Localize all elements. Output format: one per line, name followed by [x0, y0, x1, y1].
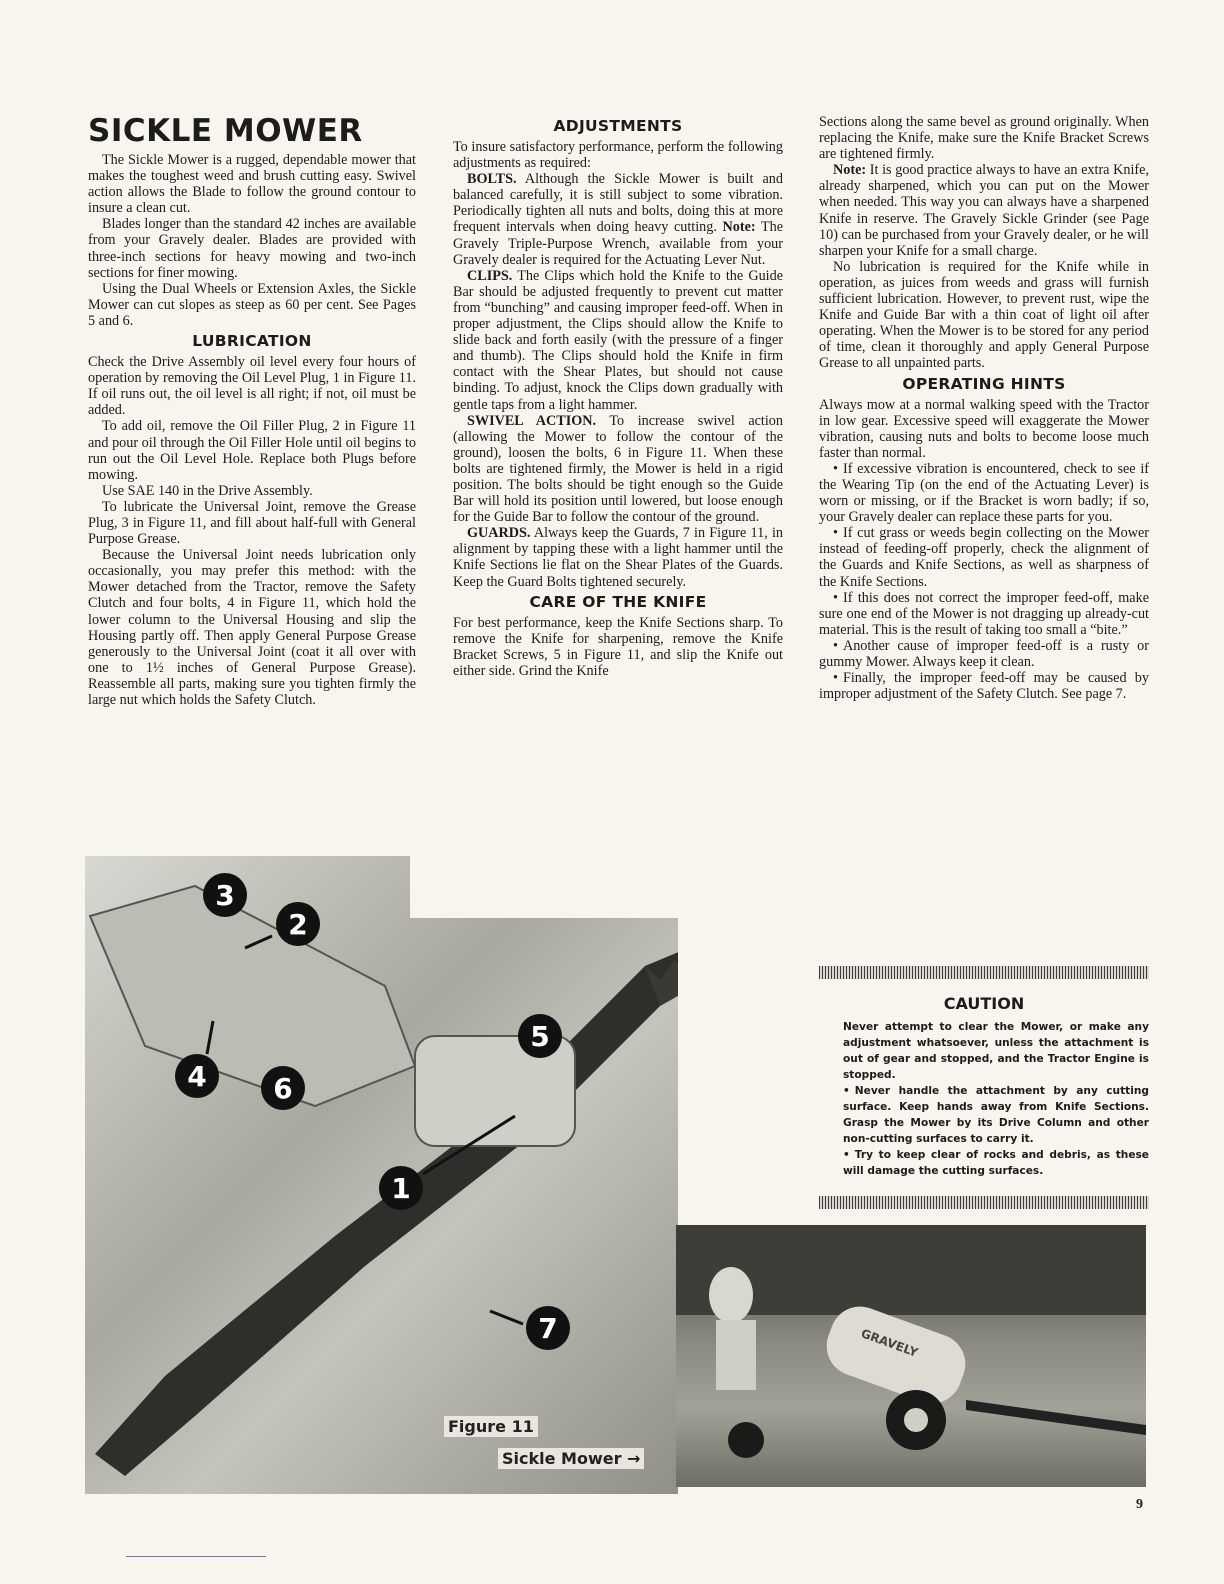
- clips-label: CLIPS.: [467, 267, 513, 284]
- lubrication-paragraph: To add oil, remove the Oil Filler Plug, 2 in Figure 11 and pour oil through the Oil Filler Hole until oil begins to run out the Oil Level Hole. Replace both Plugs before mowing.: [88, 418, 416, 483]
- note-label: Note:: [833, 162, 867, 179]
- svg-text:2: 2: [288, 908, 308, 941]
- sulky-wheel: [728, 1422, 764, 1458]
- caution-bullet: • Try to keep clear of rocks and debris, as these will damage the cutting surfaces.: [843, 1147, 1149, 1179]
- caution-heading: CAUTION: [943, 994, 1025, 1013]
- intro-paragraph: Blades longer than the standard 42 inches are available from your Gravely dealer. Blades are provided with three-inch sections for heavy mowing and two-inch sections for finer mowing.: [88, 216, 416, 281]
- care-paragraph: No lubrication is required for the Knife while in operation, as juices from weeds and grass will furnish sufficient lubrication. However, to prevent rust, wipe the Knife and Guide Bar with a thin coat of light oil after operating. When the Mower is to be stored for any period of time, clean it thoroughly and apply General Purpose Grease to all unpainted parts.: [819, 258, 1149, 372]
- caution-bullet: • Never handle the attachment by any cutting surface. Keep hands away from Knife Sections. Grasp the Mower by its Drive Column and other non-cutting surfaces to carry it.: [843, 1083, 1149, 1147]
- sickle-bar: [966, 1400, 1146, 1435]
- page-title: SICKLE MOWER: [88, 113, 363, 149]
- callout-2: [276, 902, 320, 946]
- svg-text:7: 7: [538, 1312, 558, 1345]
- lubrication-paragraph: Because the Universal Joint needs lubrication only occasionally, you may prefer this method: with the Mower detached from the Tractor, remove the Safety Clutch and four bolts, 4 in Figure 11, which hold the lower column to the Universal Housing and slip the Housing partly off. Then apply General Purpose Grease generously to the Universal Joint (coat it all over with one to 1½ inches of General Purpose Grease). Reassemble all parts, making sure you tighten firmly the large nut which holds the Safety Clutch.: [88, 547, 416, 708]
- callout-5: [518, 1014, 562, 1058]
- adjustments-intro: To insure satisfactory performance, perform the following adjustments as required:: [453, 139, 783, 172]
- intro-paragraph: Using the Dual Wheels or Extension Axles, the Sickle Mower can cut slopes as steep as 60 per cent. See Pages 5 and 6.: [88, 280, 416, 329]
- caution-rule-bottom: [819, 1196, 1149, 1209]
- operating-bullet: • If excessive vibration is encountered, check to see if the Wearing Tip (on the end of the Actuating Lever) is worn or missing, or if the Bracket is worn badly; if so, your Gravely dealer can replace these parts for you.: [819, 461, 1149, 525]
- operating-bullet: • Finally, the improper feed-off may be caused by improper adjustment of the Safety Clutch. See page 7.: [819, 670, 1149, 702]
- tractor-body: [818, 1298, 973, 1412]
- lubrication-paragraph: Check the Drive Assembly oil level every four hours of operation by removing the Oil Level Plug, 1 in Figure 11. If oil runs out, the oil level is all right; if not, oil must be added.: [88, 354, 416, 419]
- note-label: Note:: [722, 219, 756, 236]
- sickle-mower-illustration: [85, 856, 678, 1494]
- lubrication-paragraph: Use SAE 140 in the Drive Assembly.: [102, 482, 313, 499]
- operating-bullet: • If this does not correct the improper feed-off, make sure one end of the Mower is not dragging up already-cut material. This is the result of taking too small a “bite.”: [819, 590, 1149, 638]
- callout-4: [175, 1054, 219, 1098]
- callout-6: [261, 1066, 305, 1110]
- svg-text:3: 3: [215, 879, 235, 912]
- care-paragraph-continued: Sections along the same bevel as ground originally. When replacing the Knife, make sure the Knife Bracket Screws are tightened firmly.: [819, 114, 1149, 163]
- guards-paragraph: [453, 525, 783, 589]
- svg-text:6: 6: [273, 1072, 293, 1105]
- gravely-lettering: GRAVELY: [859, 1326, 920, 1360]
- column-right: [819, 114, 1149, 702]
- tractor-illustration: [676, 1225, 1146, 1487]
- svg-text:5: 5: [530, 1020, 550, 1053]
- caution-paragraph: Never attempt to clear the Mower, or make any adjustment whatsoever, unless the attachment is out of gear and stopped, and the Tractor Engine is stopped.: [843, 1021, 1149, 1081]
- drive-column: [90, 886, 415, 1106]
- column-middle: [453, 114, 783, 679]
- footer-rule: [126, 1556, 266, 1557]
- bolts-label: BOLTS.: [467, 171, 517, 188]
- adjustments-heading: ADJUSTMENTS: [553, 117, 683, 135]
- bolts-text: Although the Sickle Mower is built and balanced carefully, it is still subject to some vibration. Periodically tighten all nuts and bolts, doing this at more frequent intervals when doing heavy cutting.: [453, 171, 783, 236]
- bolts-paragraph: [453, 171, 783, 268]
- caution-body: [843, 1019, 1149, 1179]
- operating-bullet: • Another cause of improper feed-off is a rusty or gummy Mower. Always keep it clean.: [819, 638, 1149, 670]
- svg-text:4: 4: [187, 1060, 207, 1093]
- operating-paragraph: Always mow at a normal walking speed with the Tractor in low gear. Excessive speed will exaggerate the Mower vibration, causing nuts and bolts to become loose much faster than normal.: [819, 396, 1149, 461]
- page-number: 9: [1136, 1497, 1143, 1512]
- care-note-paragraph: [819, 162, 1149, 259]
- swivel-paragraph: [453, 413, 783, 526]
- lubrication-paragraph: To lubricate the Universal Joint, remove the Grease Plug, 3 in Figure 11, and fill about half-full with General Purpose Grease.: [88, 498, 416, 548]
- swivel-label: SWIVEL ACTION.: [467, 412, 597, 429]
- lubrication-heading: LUBRICATION: [192, 332, 312, 351]
- callout-1: [379, 1166, 423, 1210]
- guards-text: Always keep the Guards, 7 in Figure 11, in alignment by tapping these with a light hammer until the Knife Sections lie flat on the Shear Plates of the Guards. Keep the Guard Bolts tightened securely.: [453, 525, 783, 590]
- intro-paragraph: The Sickle Mower is a rugged, dependable mower that makes the toughest weed and brush cutting easy. Swivel action allows the Blade to follow the ground contour to insure a clean cut.: [88, 152, 416, 217]
- care-paragraph: For best performance, keep the Knife Sections sharp. To remove the Knife for sharpening, remove the Knife Bracket Screws, 5 in Figure 11, and slip the Knife out either side. Grind the Knife: [453, 614, 783, 679]
- operating-bullet: • If cut grass or weeds begin collecting on the Mower instead of feeding-off properly, check the alignment of the Guards and Knife Sections, as well as sharpness of the Knife Sections.: [819, 525, 1149, 589]
- figure-11-photo: [85, 856, 678, 1494]
- guards-label: GUARDS.: [467, 525, 531, 542]
- operating-heading: OPERATING HINTS: [902, 374, 1066, 393]
- svg-text:1: 1: [391, 1172, 411, 1205]
- operator-figure: [709, 1267, 753, 1323]
- figure-label: Figure 11: [444, 1416, 538, 1437]
- care-note-text: It is good practice always to have an extra Knife, already sharpened, which you can put on the Mower when needed. This way you can always have a sharpened Knife in reserve. The Gravely Sickle Grinder (see Page 10) can be purchased from your Gravely dealer, or he will sharpen your Knife for a small charge.: [819, 162, 1149, 259]
- callout-7: [526, 1306, 570, 1350]
- tractor-mowing-photo: [676, 1225, 1146, 1487]
- figure-notch: [410, 856, 760, 918]
- column-left: [88, 114, 416, 708]
- swivel-text: To increase swivel action (allowing the Mower to follow the contour of the ground), loosen the bolts, 6 in Figure 11. When these bolts are tightened firmly, the Mower is held in a rigid position. The bolts should be tight enough so the Guide Bar will hold its position until lowered, but loose enough for the Guide Bar to follow the contour of the ground.: [453, 412, 783, 526]
- figure-caption: Sickle Mower →: [498, 1448, 644, 1469]
- clips-text: The Clips which hold the Knife to the Guide Bar should be adjusted frequently to prevent cut matter from “bunching” and causing improper feed-off. When in proper adjustment, the Clips should allow the Knife to slide back and forth easily (with the pressure of a finger and thumb). The Clips should hold the Knife in firm contact with the Shear Plates, but should not cause binding. To adjust, knock the Clips down gradually with gentle taps from a light hammer.: [453, 267, 783, 413]
- clips-paragraph: [453, 268, 783, 413]
- callout-3: [203, 873, 247, 917]
- caution-rule-top: [819, 966, 1149, 979]
- bolts-note: The Gravely Triple-Purpose Wrench, available from your Gravely dealer is required for the Actuating Lever Nut.: [453, 219, 783, 268]
- care-heading: CARE OF THE KNIFE: [529, 592, 707, 611]
